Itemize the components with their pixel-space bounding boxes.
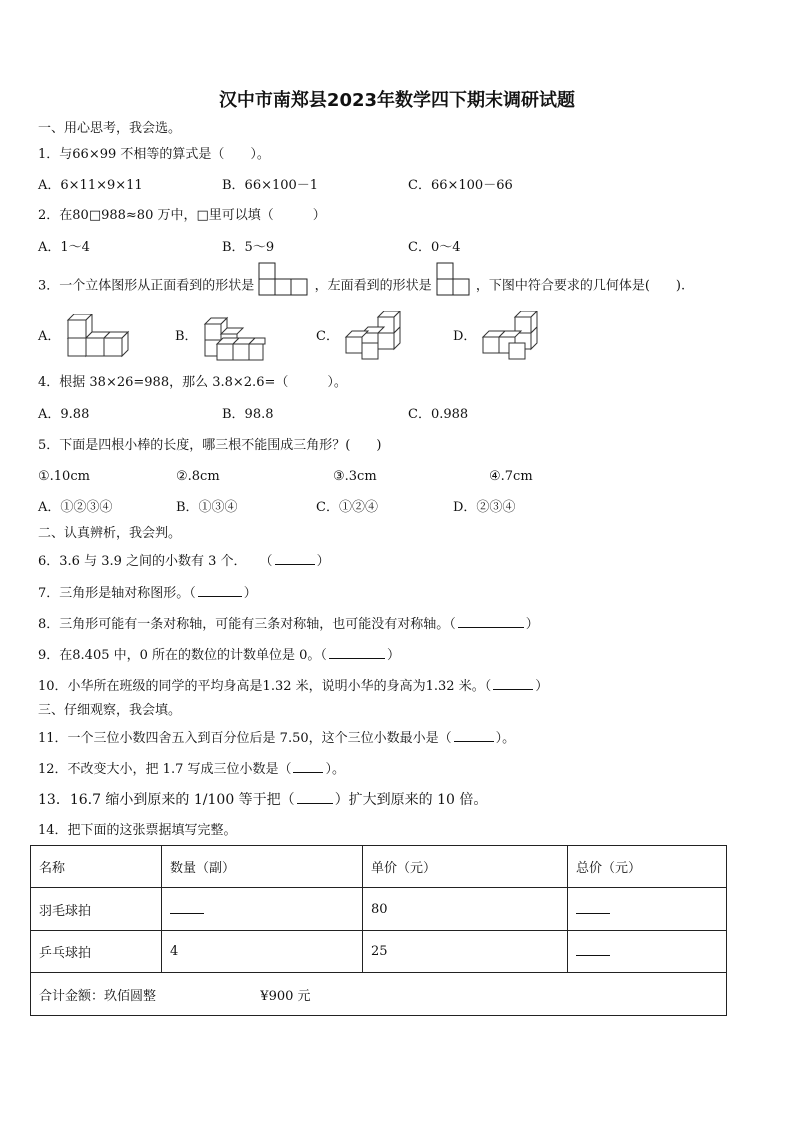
q2-option-c[interactable]: C．0～4	[408, 240, 461, 255]
q4-option-a[interactable]: A．9.88	[38, 407, 90, 422]
row1-total-blank[interactable]	[576, 901, 610, 914]
ticket-table	[30, 845, 727, 1016]
row2-quantity: 4	[162, 931, 363, 973]
question-14: 14．把下面的这张票据填写完整。	[38, 823, 237, 838]
question-2: 2．在80□988≈80 万中，□里可以填（ ）	[38, 208, 326, 223]
question-6	[38, 551, 330, 571]
q7-close: ）	[243, 586, 257, 601]
q2-option-a[interactable]: A．1～4	[38, 240, 90, 255]
front-view-figure	[258, 262, 310, 296]
row1-quantity-blank[interactable]	[170, 901, 204, 914]
q12-close: ）。	[325, 762, 345, 777]
header-total-price: 总价（元）	[568, 846, 727, 888]
q5-stick-4: ④.7cm	[489, 469, 533, 484]
section-3-heading: 三、仔细观察，我会填。	[38, 703, 182, 718]
q13-answer-blank[interactable]	[297, 790, 333, 804]
q5-option-d[interactable]: D．②③④	[453, 500, 516, 515]
q4-option-c[interactable]: C．0.988	[408, 407, 469, 422]
q6-text: 6．3.6 与 3.9 之间的小数有 3 个． （	[38, 554, 273, 569]
question-8	[38, 614, 539, 634]
question-10	[38, 676, 548, 696]
left-view-figure	[436, 262, 472, 296]
q3-option-d-cubes-figure	[479, 311, 541, 361]
q5-stick-1: ①.10cm	[38, 469, 90, 484]
q3-option-b-label[interactable]: B．	[175, 329, 198, 344]
q1-option-a[interactable]: A．6×11×9×11	[38, 178, 143, 193]
q5-option-a[interactable]: A．①②③④	[38, 500, 113, 515]
section-1-heading: 一、用心思考，我会选。	[38, 121, 182, 136]
q13-close: ）扩大到原来的 10 倍。	[334, 792, 488, 808]
header-name: 名称	[31, 846, 162, 888]
q11-close: ）。	[495, 731, 516, 746]
q5-option-b[interactable]: B．①③④	[176, 500, 238, 515]
q3-option-a-cubes-figure	[66, 314, 134, 358]
q3-option-a-label[interactable]: A．	[38, 329, 61, 344]
q3-option-c-cubes-figure	[342, 311, 404, 361]
q2-option-b[interactable]: B．5～9	[222, 240, 275, 255]
section-2-heading: 二、认真辨析，我会判。	[38, 526, 182, 541]
q9-answer-blank[interactable]	[329, 645, 385, 659]
q8-close: ）	[525, 617, 539, 632]
ticket-total-cell	[31, 973, 727, 1016]
total-amount-label: 合计金额：玖佰圆整	[39, 988, 157, 1004]
q1-option-b[interactable]: B．66×100－1	[222, 178, 319, 193]
row1-quantity-cell	[162, 888, 363, 931]
question-9	[38, 645, 400, 665]
q9-close: ）	[386, 648, 400, 663]
q6-answer-blank[interactable]	[275, 551, 315, 565]
q12-answer-blank[interactable]	[293, 759, 323, 773]
row1-price: 80	[363, 888, 568, 931]
q8-answer-blank[interactable]	[458, 614, 524, 628]
q7-text: 7．三角形是轴对称图形。（	[38, 586, 196, 601]
row1-name: 羽毛球拍	[31, 888, 162, 931]
question-11	[38, 728, 515, 748]
q1-option-c[interactable]: C．66×100－66	[408, 178, 513, 193]
q3-option-c-label[interactable]: C．	[316, 329, 339, 344]
ticket-row-pingpong	[31, 931, 727, 973]
question-3	[38, 276, 685, 296]
q5-stick-2: ②.8cm	[176, 469, 220, 484]
q8-text: 8．三角形可能有一条对称轴，可能有三条对称轴，也可能没有对称轴。（	[38, 617, 456, 632]
ticket-total-row	[31, 973, 727, 1016]
question-1: 1．与66×99 不相等的算式是（ ）。	[38, 147, 270, 162]
q3-option-b-cubes-figure	[203, 314, 267, 362]
q9-text: 9．在8.405 中，0 所在的数位的计数单位是 0。（	[38, 648, 327, 663]
q10-close: ）	[535, 679, 549, 694]
q7-answer-blank[interactable]	[198, 583, 242, 597]
question-13	[38, 790, 487, 809]
row1-total-cell	[568, 888, 727, 931]
row2-total-blank[interactable]	[576, 943, 610, 956]
q11-text: 11．一个三位小数四舍五入到百分位后是 7.50，这个三位小数最小是（	[38, 731, 452, 746]
header-unit-price: 单价（元）	[363, 846, 568, 888]
q10-text: 10．小华所在班级的同学的平均身高是1.32 米，说明小华的身高为1.32 米。（	[38, 679, 492, 694]
q10-answer-blank[interactable]	[493, 676, 533, 690]
q13-text: 13．16.7 缩小到原来的 1/100 等于把（	[38, 792, 295, 808]
question-5: 5．下面是四根小棒的长度，哪三根不能围成三角形？( )	[38, 438, 382, 453]
q6-close: ）	[316, 554, 330, 569]
q5-stick-3: ③.3cm	[333, 469, 377, 484]
row2-total-cell	[568, 931, 727, 973]
row2-name: 乒乓球拍	[31, 931, 162, 973]
q3-option-d-label[interactable]: D．	[453, 329, 477, 344]
q3-prefix: 3．一个立体图形从正面看到的形状是	[38, 278, 255, 294]
ticket-row-badminton	[31, 888, 727, 931]
q5-option-c[interactable]: C．①②④	[316, 500, 378, 515]
row2-price: 25	[363, 931, 568, 973]
q11-answer-blank[interactable]	[454, 728, 494, 742]
page-title: 汉中市南郑县2023年数学四下期末调研试题	[218, 90, 576, 111]
q3-suffix: ，下图中符合要求的几何体是( ).	[475, 278, 686, 294]
q12-text: 12．不改变大小，把 1.7 写成三位小数是（	[38, 762, 292, 777]
q4-option-b[interactable]: B．98.8	[222, 407, 274, 422]
total-amount-value: ¥900 元	[260, 988, 311, 1004]
question-4: 4．根据 38×26=988，那么 3.8×2.6=（ ）。	[38, 375, 347, 390]
ticket-header-row	[31, 846, 727, 888]
header-quantity: 数量（副）	[162, 846, 363, 888]
question-7	[38, 583, 257, 603]
q3-middle: ，左面看到的形状是	[314, 278, 432, 294]
question-12	[38, 759, 345, 779]
